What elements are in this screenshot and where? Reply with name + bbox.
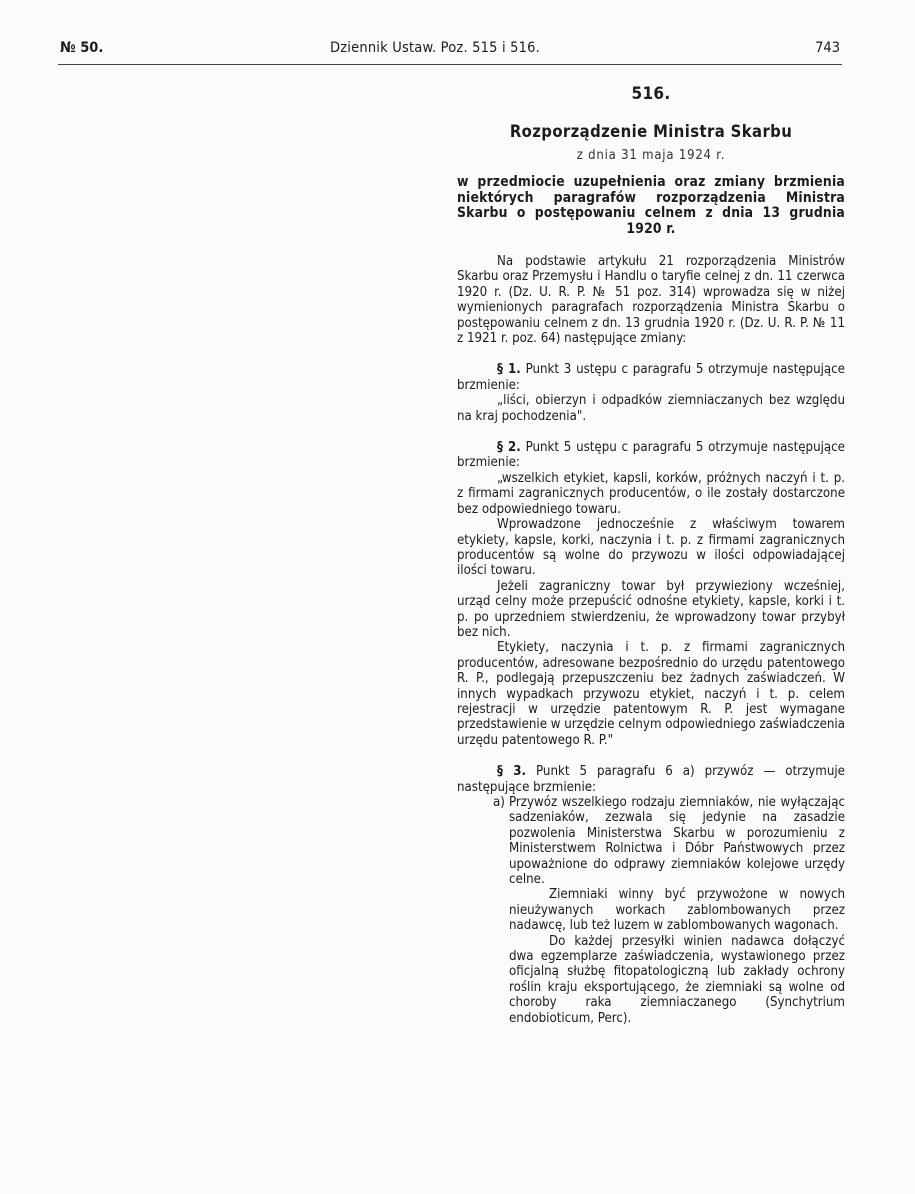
regulation-title: Rozporządzenie Ministra Skarbu [509,122,793,141]
section-1-text: Punkt 3 ustępu c paragrafu 5 otrzymuje następujące brzmienie: [457,362,845,393]
section-2-para-2: Wprowadzone jednocześnie z właściwym towarem etykiety, kapsle, korki, naczynia i t. p. z firmami zagranicznych producentów są wolne do przywozu w ilości odpowiadającej ilości towaru. [457,517,845,579]
regulation-date: z dnia 31 maja 1924 r. [576,148,726,163]
section-2-paragraph [457,440,845,471]
section-2-para-3: Jeżeli zagraniczny towar był przywieziony wcześniej, urząd celny może przepuścić odnośne etykiety, kapsle, korki i t. p. po uprzedniem stwierdzeniu, że wprowadzony towar przybył bez nich. [457,578,845,640]
section-2-para-1: „wszelkich etykiet, kapsli, korków, próżnych naczyń i t. p. z firmami zagranicznych producentów, o ile zostały dostarczone bez odpowiedniego towaru. [457,470,845,517]
section-3-paragraph [457,764,845,795]
regulation-body [457,254,845,1026]
publication-title: Dziennik Ustaw. Poz. 515 i 516. [330,40,540,56]
section-3-item-a [457,795,845,887]
item-a-label: a) [493,795,505,810]
section-1-paragraph [457,362,845,393]
section-3-label: § 3. [497,764,527,780]
section-3-item-a-para-3 [457,934,845,1026]
section-2-para-4: Etykiety, naczynia i t. p. z firmami zagranicznych producentów, adresowane bezpośrednio do urzędu patentowego R. P., podlegają przepuszczeniu bez żadnych zaświadczeń. W innych wypadkach przywozu etykiet, naczyń i t. p. celem rejestracji w urzędzie patentowym R. P. jest wymagane przedstawienie w urzędzie celnym odpowiedniego zaświadczenia urzędu patentowego R. P." [457,640,845,748]
section-2-label: § 2. [497,440,521,456]
section-3-text: Punkt 5 paragrafu 6 a) przywóz — otrzymuje następujące brzmienie: [457,764,845,795]
page-header [60,40,840,66]
item-a-text: Przywóz wszelkiego rodzaju ziemniaków, nie wyłączając sadzeniaków, zezwala się jedynie na zasadzie pozwolenia Ministerstwa Skarbu w porozumieniu z Ministerstwem Rolnictwa i Dóbr Państwowych przez upoważnione do odprawy ziemniaków kolejowe urzędy celne. [509,795,845,888]
page-number: 743 [815,40,840,56]
right-column [457,76,845,1026]
header-rule [58,64,842,65]
preamble-paragraph: Na podstawie artykułu 21 rozporządzenia Ministrów Skarbu oraz Przemysłu i Handlu o taryfie celnej z dn. 11 czerwca 1920 r. (Dz. U. R. P. № 51 poz. 314) wprowadza się w niżej wymienionych paragrafach rozporządzenia Ministra Skarbu o postępowaniu celnem z dn. 13 grudnia 1920 r. (Dz. U. R. P. № 11 z 1921 r. poz. 64) następujące zmiany: [457,254,845,347]
section-1-label: § 1. [497,362,521,378]
item-a-para-3-text: Do każdej przesyłki winien nadawca dołączyć dwa egzemplarze zaświadczenia, wystawionego przez oficjalną służbę fitopatologiczną lub zakłady ochrony roślin kraju eksportującego, że ziemniaki są wolne od choroby raka ziemniaczanego (Synchytrium endobioticum, Perc). [509,933,845,1026]
issue-number: № 50. [60,40,104,56]
section-2-text: Punkt 5 ustępu c paragrafu 5 otrzymuje następujące brzmienie: [457,440,845,471]
section-1-quote: „liści, obierzyn i odpadków ziemniaczanych bez względu na kraj pochodzenia". [457,393,845,424]
position-number: 516. [631,84,671,104]
item-a-para-2-text: Ziemniaki winny być przywożone w nowych nieużywanych workach zablombowanych przez nadawcę, lub też luzem w zablombowanych wagonach. [509,887,845,934]
section-3-item-a-para-2 [457,887,845,933]
regulation-subject: w przedmiocie uzupełnienia oraz zmiany brzmienia niektórych paragrafów rozporządzenia Ministra Skarbu o postępowaniu celnem z dnia 13 grudnia 1920 r. [457,174,845,237]
